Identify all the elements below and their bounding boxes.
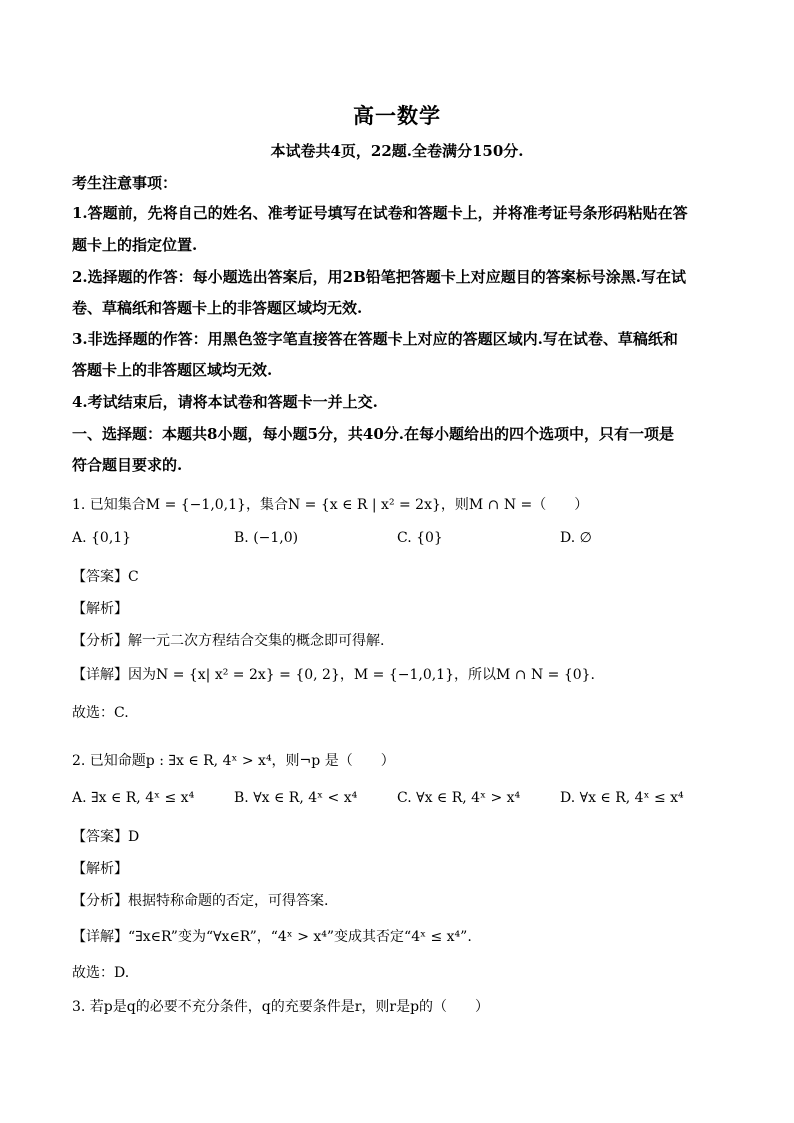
q2-option-d: D. ∀x ∈ R, 4ˣ ≤ x⁴ [560,790,684,806]
q1-analysis: 【分析】解一元二次方程结合交集的概念即可得解. [72,633,385,649]
notice-heading: 考生注意事项： [72,174,178,192]
q2-option-c: C. ∀x ∈ R, 4ˣ > x⁴ [397,790,521,806]
q2-option-a: A. ∃x ∈ R, 4ˣ ≤ x⁴ [72,790,195,806]
notice-line: 3.非选择题的作答：用黑色签字笔直接答在答题卡上对应的答题区域内.写在试卷、草稿纸和 [72,330,678,348]
notice-line: 卷、草稿纸和答题卡上的非答题区域均无效. [72,299,363,317]
page-title: 高一数学 [353,103,441,128]
q1-option-a: A. {0,1} [72,530,132,546]
q2-answer: 【答案】D [72,829,140,845]
question-1-stem: 1. 已知集合M = {−1,0,1}，集合N = {x ∈ R | x² = 2x}，则M ∩ N =（ ） [72,497,589,513]
question-2-stem: 2. 已知命题p : ∃x ∈ R, 4ˣ > x⁴，则¬p 是（ ） [72,753,395,769]
q1-answer: 【答案】C [72,569,139,585]
section-heading: 一、选择题：本题共8小题，每小题5分，共40分.在每小题给出的四个选项中，只有一项是 [72,425,674,443]
q1-detail: 【详解】因为N = {x| x² = 2x} = {0, 2}，M = {−1,0,1}，所以M ∩ N = {0}. [72,667,596,683]
notice-line: 1.答题前，先将自己的姓名、准考证号填写在试卷和答题卡上，并将准考证号条形码粘贴在答 [72,204,688,222]
q1-analysis-label: 【解析】 [72,601,128,617]
q1-option-b: B. (−1,0) [234,530,299,546]
notice-line: 答题卡上的非答题区域均无效. [72,361,273,379]
section-heading-cont: 符合题目要求的. [72,456,183,474]
page-subtitle: 本试卷共4页，22题.全卷满分150分. [270,142,524,160]
notice-line: 4.考试结束后，请将本试卷和答题卡一并上交. [72,393,378,411]
q2-analysis: 【分析】根据特称命题的否定，可得答案. [72,893,329,909]
q1-option-c: C. {0} [397,530,443,546]
q2-choose: 故选：D. [72,965,130,981]
notice-line: 题卡上的指定位置. [72,236,198,254]
q2-detail: 【详解】“∃x∈R”变为“∀x∈R”，“4ˣ > x⁴”变成其否定“4ˣ ≤ x⁴”. [72,929,472,945]
notice-line: 2.选择题的作答：每小题选出答案后，用2B铅笔把答题卡上对应题目的答案标号涂黑.写在试 [72,268,687,286]
q2-option-b: B. ∀x ∈ R, 4ˣ < x⁴ [234,790,358,806]
question-3-stem: 3. 若p是q的必要不充分条件，q的充要条件是r，则r是p的（ ） [72,999,490,1015]
q1-option-d: D. ∅ [560,530,592,546]
q1-choose: 故选：C. [72,705,129,721]
q2-analysis-label: 【解析】 [72,861,128,877]
